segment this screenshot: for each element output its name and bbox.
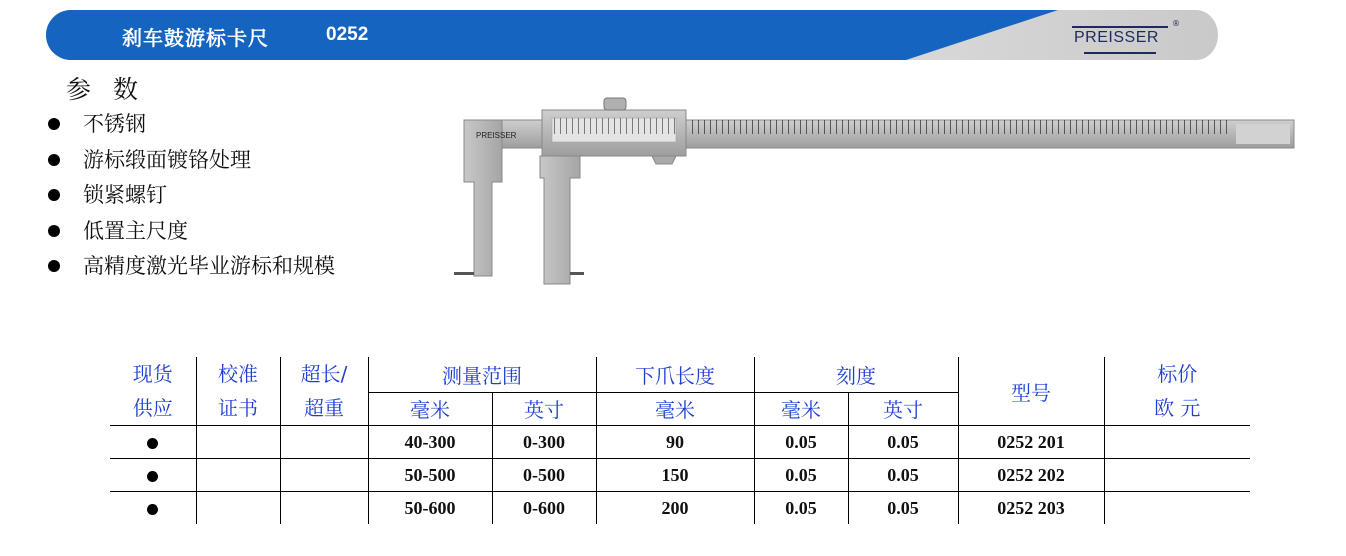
table-row [110, 426, 1250, 459]
brand-logo [1070, 19, 1180, 58]
grad-inch-cell: 0.05 [848, 426, 958, 459]
range-mm-cell: 40-300 [368, 426, 492, 459]
registered-mark: ® [1172, 19, 1180, 28]
oversize-cell [280, 459, 368, 492]
range-inch-cell: 0-500 [492, 459, 596, 492]
caliper-brand-label: PREISSER [476, 131, 517, 140]
header-model: 型号 [958, 357, 1104, 426]
grad-mm-cell: 0.05 [754, 459, 848, 492]
header-grad-inch: 英寸 [848, 392, 958, 425]
feature-item: 游标缎面镀铬处理 [46, 143, 335, 179]
bullet-icon [48, 260, 60, 272]
header-price: 标价 欧 元 [1104, 357, 1250, 426]
stock-cell [110, 492, 196, 525]
oversize-cell [280, 492, 368, 525]
model-cell: 0252 201 [958, 426, 1104, 459]
jaw-mm-cell: 200 [596, 492, 754, 525]
in-stock-icon [147, 504, 158, 515]
grad-inch-cell: 0.05 [848, 492, 958, 525]
caliper-image [452, 96, 1300, 292]
calib-cell [196, 492, 280, 525]
range-inch-cell: 0-300 [492, 426, 596, 459]
header-oversize: 超长/ 超重 [280, 357, 368, 426]
bullet-icon [48, 225, 60, 237]
header-stock: 现货 供应 [110, 357, 196, 426]
grad-mm-cell: 0.05 [754, 426, 848, 459]
table-row [110, 459, 1250, 492]
table-row [110, 492, 1250, 525]
header-banner [46, 10, 1218, 60]
feature-item: 低置主尺度 [46, 214, 335, 250]
header-calibration: 校准 证书 [196, 357, 280, 426]
grad-mm-cell: 0.05 [754, 492, 848, 525]
header-range-mm: 毫米 [368, 392, 492, 425]
page-title: 刹车鼓游标卡尺 [122, 26, 269, 50]
header-jaw-mm: 毫米 [596, 392, 754, 425]
header-grad-mm: 毫米 [754, 392, 848, 425]
bullet-icon [48, 189, 60, 201]
spec-table [110, 357, 1250, 524]
feature-item: 高精度激光毕业游标和规模 [46, 249, 335, 285]
feature-list [46, 107, 335, 285]
price-cell [1104, 492, 1250, 525]
range-mm-cell: 50-600 [368, 492, 492, 525]
stock-cell [110, 426, 196, 459]
header-jaw: 下爪长度 [596, 357, 754, 392]
jaw-mm-cell: 150 [596, 459, 754, 492]
oversize-cell [280, 426, 368, 459]
header-range-inch: 英寸 [492, 392, 596, 425]
calib-cell [196, 459, 280, 492]
params-heading: 参数 [66, 75, 161, 104]
jaw-mm-cell: 90 [596, 426, 754, 459]
header-graduation: 刻度 [754, 357, 958, 392]
stock-cell [110, 459, 196, 492]
feature-item: 锁紧螺钉 [46, 178, 335, 214]
grad-inch-cell: 0.05 [848, 459, 958, 492]
in-stock-icon [147, 471, 158, 482]
price-cell [1104, 426, 1250, 459]
feature-item: 不锈钢 [46, 107, 335, 143]
bullet-icon [48, 154, 60, 166]
calib-cell [196, 426, 280, 459]
bullet-icon [48, 118, 60, 130]
brand-name: PREISSER [1074, 29, 1159, 46]
range-inch-cell: 0-600 [492, 492, 596, 525]
price-cell [1104, 459, 1250, 492]
header-range: 测量范围 [368, 357, 596, 392]
range-mm-cell: 50-500 [368, 459, 492, 492]
in-stock-icon [147, 438, 158, 449]
product-code: 0252 [326, 24, 369, 45]
model-cell: 0252 203 [958, 492, 1104, 525]
model-cell: 0252 202 [958, 459, 1104, 492]
